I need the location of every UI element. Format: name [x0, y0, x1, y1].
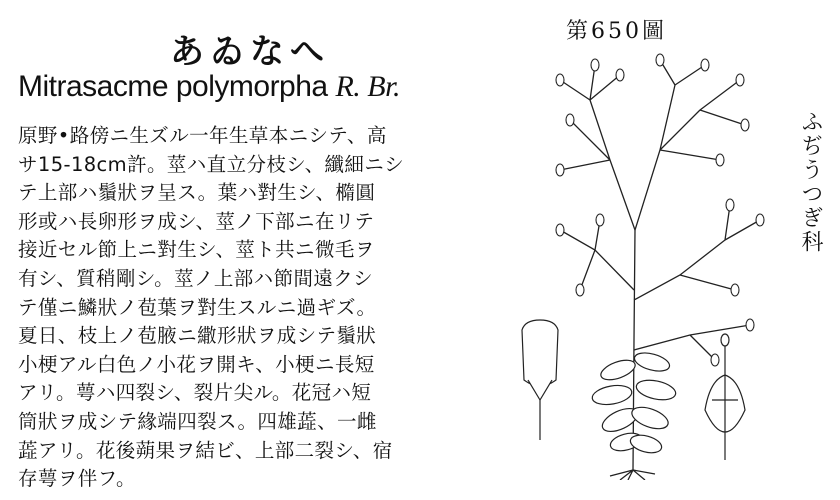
description-line: 原野•路傍ニ生ズル一年生草本ニシテ、高: [18, 124, 387, 147]
plant-family-label: ふぢうつぎ科: [798, 110, 823, 254]
upper-left-branches: [560, 65, 635, 230]
roots: [610, 470, 655, 480]
description-text: [18, 122, 478, 494]
figure-number: 第650圖: [566, 19, 667, 44]
middle-left-branches: [560, 220, 634, 290]
description-line: アリ。萼ハ四裂シ、裂片尖ル。花冠ハ短: [18, 381, 372, 405]
description-line: 形或ハ長卵形ヲ成シ、莖ノ下部ニ在リテ: [18, 209, 375, 233]
description-line: 接近セル節上ニ對生シ、莖ト共ニ微毛ヲ: [18, 238, 375, 262]
description-line: テ上部ハ鬚狀ヲ呈ス。葉ハ對生シ、橢圓: [18, 181, 376, 205]
scientific-name-author: R. Br.: [335, 70, 400, 103]
description-line: 蕋アリ。花後蒴果ヲ結ビ、上部二裂シ、宿: [18, 438, 393, 462]
plant-illustration: [500, 40, 790, 480]
japanese-name-title: あゐなへ: [170, 32, 330, 72]
middle-right-branches: [634, 205, 760, 300]
capsule-detail-drawing: [705, 334, 745, 460]
description-line: 小梗アル白色ノ小花ヲ開キ、小梗ニ長短: [18, 352, 375, 376]
description-line: テ僅ニ鱗狀ノ苞葉ヲ對生スルニ過ギズ。: [18, 295, 377, 319]
description-line: 筒狀ヲ成シテ緣端四裂ス。四雄蕋、一雌: [18, 409, 377, 433]
flower-buds: [556, 54, 764, 366]
description-line: サ15-18cm許。莖ハ直立分枝シ、纖細ニシ: [18, 152, 405, 176]
description-line: 有シ、質稍剛シ。莖ノ上部ハ節間遠クシ: [18, 266, 374, 290]
scientific-name-binomial: Mitrasacme polymorpha: [18, 70, 336, 103]
description-line: 存萼ヲ伴フ。: [18, 467, 136, 491]
flower-detail-drawing: [522, 320, 558, 440]
description-line: 夏日、枝上ノ苞腋ニ繖形狀ヲ成シテ鬚狀: [18, 324, 377, 348]
scientific-name: [18, 70, 488, 104]
